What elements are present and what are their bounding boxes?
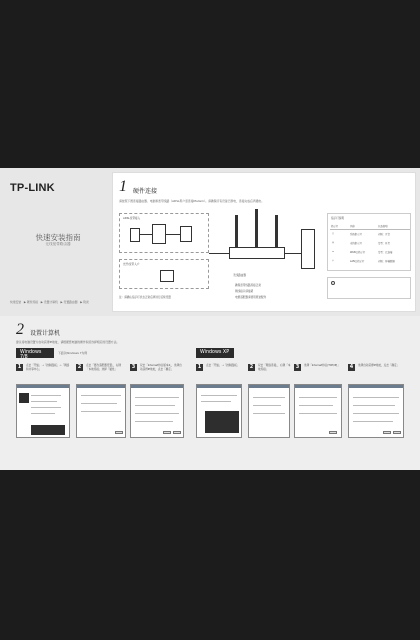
cable-box [119, 259, 209, 289]
warning-box [327, 277, 411, 299]
antenna-icon [275, 215, 278, 247]
step-text: 点击「开始」→「控制面板」 [206, 364, 240, 367]
table-header: 状态说明 [378, 225, 388, 228]
menu-line [201, 401, 231, 402]
menu-line [31, 407, 61, 408]
step-number: 3 [131, 364, 136, 370]
step-number: 2 [77, 364, 82, 370]
hardware-panel [112, 172, 416, 312]
step-text: 点击「开始」→「控制面板」→「网络和共享中心」 [26, 364, 70, 371]
window-titlebar [349, 385, 403, 388]
section-number: 2 [16, 321, 24, 338]
table-header: 名称 [350, 225, 355, 228]
tab-windows-7-8[interactable]: Windows 7/8 [16, 348, 54, 358]
table-cell: ◇ [332, 259, 334, 262]
table-cell: 闪烁：正常 [378, 233, 390, 236]
splitter-icon [152, 224, 166, 244]
guide-title: 快速安装指南 [35, 233, 81, 242]
cable-line [140, 234, 152, 235]
window-titlebar [77, 385, 125, 388]
cable-line [166, 234, 180, 235]
cancel-button[interactable] [393, 431, 401, 434]
screenshot-xp-start-menu [196, 384, 242, 438]
note-label: 注：请确认指示灯状态正常后再进行后续设置 [119, 296, 171, 299]
option-line [299, 397, 337, 398]
table-cell: ○ [332, 232, 335, 235]
top-half [0, 168, 420, 316]
footer-item: ▶ 设置路由器 [60, 300, 78, 304]
quick-install-guide-sheet [0, 168, 420, 470]
step-number: 3 [295, 364, 300, 370]
option-line [135, 413, 179, 414]
menu-line [201, 395, 237, 396]
cancel-button[interactable] [173, 431, 181, 434]
ok-button[interactable] [329, 431, 337, 434]
window-titlebar [249, 385, 289, 388]
router-label: 无线路由器 [233, 274, 246, 277]
table-cell: LAN口指示灯 [350, 260, 365, 263]
router-icon [229, 247, 285, 259]
list-line [81, 395, 121, 396]
antenna-icon [255, 209, 258, 247]
screenshot-ipv4-properties [130, 384, 184, 438]
cable-line [285, 253, 301, 254]
step-text: 选择「Internet协议(TCP/IP)」 [304, 364, 340, 367]
option-line [353, 413, 399, 414]
adsl-box [119, 213, 209, 253]
note-item: 网线接口请插紧 [235, 290, 254, 293]
table-title: 指示灯说明 [331, 217, 344, 220]
note-item: 电源适配器请使用原装配件 [235, 296, 267, 299]
screenshot-xp-network-connections [248, 384, 290, 438]
windows-7-note: 下面以Windows 7为例 [58, 351, 88, 355]
section-number: 1 [119, 178, 127, 195]
table-cell: WAN口指示灯 [350, 251, 366, 254]
option-line [135, 405, 175, 406]
cable-label: 光纤/宽带入户 [123, 263, 140, 266]
footer-item: ▶ 附录 [80, 300, 89, 304]
menu-line [31, 395, 61, 396]
list-line [253, 405, 281, 406]
step-number: 1 [17, 364, 22, 370]
list-line [253, 413, 285, 414]
menu-line [31, 401, 57, 402]
window-titlebar [197, 385, 241, 388]
table-cell: 无线指示灯 [350, 242, 362, 245]
option-line [299, 413, 337, 414]
table-cell: 常亮：已连接 [378, 251, 393, 254]
screenshot-adapter-settings [76, 384, 126, 438]
computer-tower-icon [301, 229, 315, 269]
antenna-icon [235, 215, 238, 247]
screenshot-control-panel [16, 384, 70, 438]
footer-item: 快速安装 [10, 300, 22, 304]
option-line [135, 397, 179, 398]
section-title: 设置计算机 [30, 330, 61, 337]
indicator-table [327, 213, 411, 271]
section-intro: 请按照下图连接路由器、电脑和宽带线路（ADSL用户需连接Modem）。请确保所有设备已断电，连接完成后再通电。 [119, 199, 265, 203]
ok-button[interactable] [383, 431, 391, 434]
table-cell: 常亮：开启 [378, 242, 390, 245]
option-line [353, 397, 399, 398]
step-text: 选择自动获得IP地址，点击「确定」 [358, 364, 400, 367]
cover-footer [10, 300, 89, 304]
screenshot-xp-ip-properties [348, 384, 404, 438]
table-header: 指示灯 [331, 225, 339, 228]
ok-button[interactable] [115, 431, 123, 434]
tp-link-logo: TP-LINK [10, 182, 55, 194]
modem-icon [130, 228, 140, 242]
step-text: 双击「Internet协议版本4」，选择自动获得IP地址，点击「确定」 [140, 364, 182, 371]
table-cell: 闪烁：传输数据 [378, 260, 395, 263]
section-intro: 建议将电脑设置为自动获得IP地址，请根据您电脑的操作系统选择相应的设置方法。 [16, 340, 120, 344]
step-text: 双击「网络连接」，右键「本地连接」 [258, 364, 291, 371]
guide-subtitle: 无线宽带路由器 [45, 242, 71, 246]
step-number: 4 [349, 364, 354, 370]
section-title: 硬件连接 [133, 188, 158, 195]
table-cell: ◎ [332, 241, 335, 244]
wall-socket-icon [160, 270, 174, 282]
table-divider [330, 229, 410, 230]
table-cell: 系统指示灯 [350, 233, 362, 236]
start-menu [205, 411, 239, 433]
warning-icon [331, 281, 335, 285]
list-line [81, 403, 117, 404]
start-menu [31, 425, 65, 435]
step-number: 2 [249, 364, 254, 370]
window-titlebar [17, 385, 69, 388]
tab-windows-xp[interactable]: Windows XP [196, 348, 234, 358]
bottom-half [0, 316, 420, 470]
option-line [135, 421, 173, 422]
option-line [353, 421, 393, 422]
ok-button[interactable] [163, 431, 171, 434]
step-number: 1 [197, 364, 202, 370]
footer-item: ▶ 硬件连接 [23, 300, 39, 304]
option-line [299, 405, 333, 406]
note-item: 确保宽带线路连接正常 [235, 284, 261, 287]
menu-line [31, 413, 55, 414]
window-titlebar [295, 385, 341, 388]
list-line [253, 397, 285, 398]
list-line [81, 411, 121, 412]
table-cell: ▭ [332, 250, 335, 253]
screenshot-xp-tcpip [294, 384, 342, 438]
start-button-icon [19, 393, 29, 403]
window-titlebar [131, 385, 183, 388]
cable-line [209, 253, 229, 254]
step-text: 点击「更改适配器设置」，右键「本地连接」选择「属性」 [86, 364, 122, 371]
phone-jack-icon [180, 226, 192, 242]
option-line [353, 405, 395, 406]
adsl-label: ADSL宽带接入 [123, 217, 141, 220]
footer-item: ▶ 设置计算机 [40, 300, 58, 304]
